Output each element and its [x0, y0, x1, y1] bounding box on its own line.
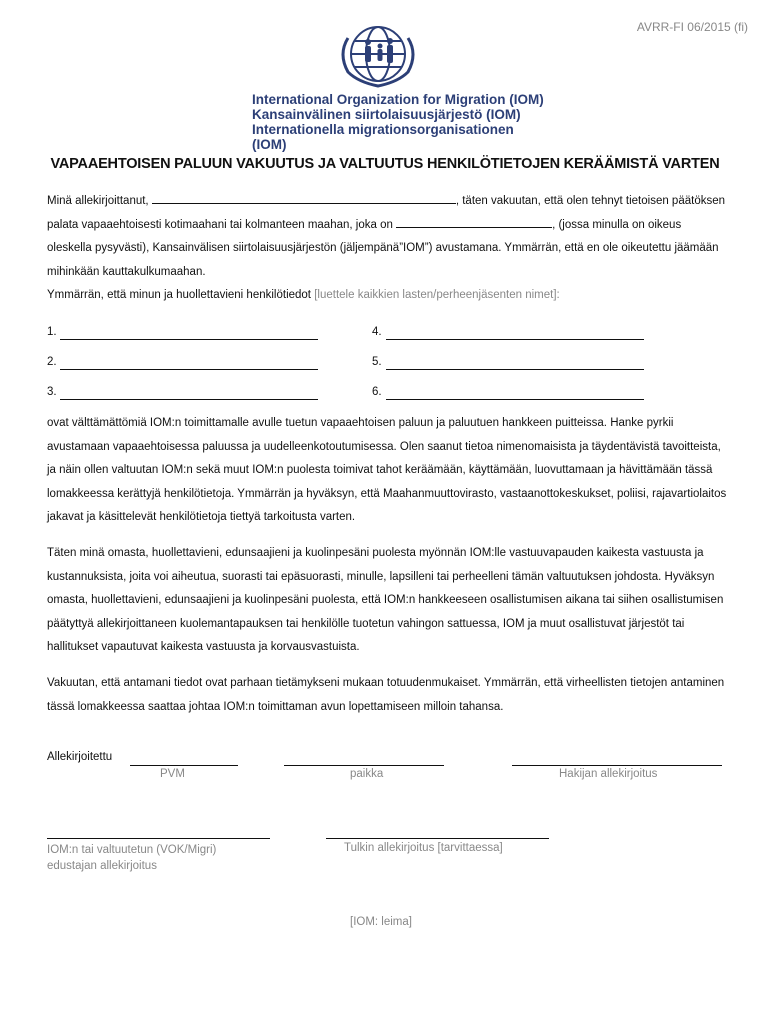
- applicant-signature-label: Hakijan allekirjoitus: [559, 768, 658, 780]
- list-number-5: 5.: [372, 356, 382, 368]
- dependent-field-1[interactable]: [60, 339, 318, 340]
- dependent-field-3[interactable]: [60, 399, 318, 400]
- org-name-fi: Kansainvälinen siirtolaisuusjärjestö (IOM): [252, 107, 521, 122]
- destination-country-field[interactable]: [396, 215, 552, 228]
- stamp-label: [IOM: leima]: [350, 916, 412, 928]
- place-label: paikka: [350, 768, 384, 780]
- intro-part1: Minä allekirjoittanut,: [47, 195, 149, 207]
- iom-rep-label-line2: edustajan allekirjoitus: [47, 860, 157, 872]
- interpreter-label: Tulkin allekirjoitus [tarvittaessa]: [344, 842, 503, 854]
- dependents-text: Ymmärrän, että minun ja huollettavieni henkilötiedot: [47, 289, 312, 301]
- declaration-paragraph: Vakuutan, että antamani tiedot ovat parhaan tietämykseni mukaan totuudenmukaiset. Ymmärrän, että virheellisten tietojen antaminen tässä lomakkeessa saattaa johtaa IOM:n toimittaman avun lopettamiseen milloin tahansa.: [47, 677, 725, 713]
- list-number-1: 1.: [47, 326, 57, 338]
- list-number-2: 2.: [47, 356, 57, 368]
- list-number-4: 4.: [372, 326, 382, 338]
- list-number-3: 3.: [47, 386, 57, 398]
- iom-rep-signature-field[interactable]: [47, 838, 270, 839]
- page-title: VAPAAEHTOISEN PALUUN VAKUUTUS JA VALTUUTUS HENKILÖTIETOJEN KERÄÄMISTÄ VARTEN: [50, 156, 720, 172]
- intro-part3: , (jossa minulla on oikeus oleskella pysyvästi), Kansainvälisen siirtolaisuusjärjestön (jäljempänä”IOM”) avustamana. Ymmärrän, että en ole oikeutettu jäämään mihinkään kauttakulkumaahan.: [47, 218, 719, 278]
- iom-logo-icon: [334, 20, 422, 92]
- interpreter-signature-field[interactable]: [326, 838, 549, 839]
- signed-label: Allekirjoitettu: [47, 751, 113, 763]
- dependent-field-6[interactable]: [386, 399, 644, 400]
- name-field[interactable]: [152, 191, 456, 204]
- dependents-hint: [luettele kaikkien lasten/perheenjäsenten nimet]:: [314, 289, 560, 301]
- place-field[interactable]: [284, 765, 444, 766]
- document-code: AVRR-FI 06/2015 (fi): [636, 20, 748, 34]
- dependent-field-4[interactable]: [386, 339, 644, 340]
- list-number-6: 6.: [372, 386, 382, 398]
- date-label: PVM: [160, 768, 185, 780]
- consent-paragraph: ovat välttämättömiä IOM:n toimittamalle avulle tuetun vapaaehtoisen paluun ja paluutuen hankkeen puitteissa. Hanke pyrkii avustamaan vapaaehtoisessa paluussa ja uudelleenkotoutumisessa. Olen saanut tietoa nimenomaisista ja täydentävistä tavoitteista, ja näin ollen valtuutan IOM:n sekä muut IOM:n puolesta toimivat tahot keräämään, käyttämään, luovuttamaan ja hävittämään tässä lomakkeessa kerättyjä henkilötietoja. Ymmärrän ja hyväksyn, että Maahanmuuttovirasto, vastaanottokeskukset, poliisi, rajavartiolaitos jakavat ja käsittelevät henkilötietoja tiettyä tarkoitusta varten.: [47, 417, 727, 523]
- dependent-field-5[interactable]: [386, 369, 644, 370]
- intro-paragraph: [47, 190, 727, 308]
- iom-rep-label: [47, 842, 216, 874]
- applicant-signature-field[interactable]: [512, 765, 722, 766]
- dependent-field-2[interactable]: [60, 369, 318, 370]
- org-name-en: International Organization for Migration (IOM): [252, 92, 544, 107]
- iom-rep-label-line1: IOM:n tai valtuutetun (VOK/Migri): [47, 844, 217, 856]
- date-field[interactable]: [130, 765, 238, 766]
- org-name-sv: Internationella migrationsorganisationen (IOM): [252, 122, 514, 152]
- intro-part2: , täten vakuutan, että olen tehnyt tietoisen päätöksen palata vapaaehtoisesti kotimaahani tai kolmanteen maahan, joka on: [47, 195, 726, 231]
- liability-paragraph: Täten minä omasta, huollettavieni, edunsaajieni ja kuolinpesäni puolesta myönnän IOM:lle vastuuvapauden kaikesta vastuusta ja kustannuksista, joita voi aiheutua, suorasti tai epäsuorasti, minulle, lapsilleni tai perheelleni tämän valtuutuksen johdosta. Hyväksyn omasta, huollettavieni, edunsaajieni ja kuolinpesäni puolesta, että IOM:n hankkeeseen osallistumisen aikana tai siihen osallistumisen päätyttyä allekirjoittaneen kuolemantapauksen tai henkilölle tuotetun vahingon sattuessa, IOM ja muut osallistuvat järjestöt tai hallitukset vapautuvat kaikesta vastuusta ja korvausvastuista.: [47, 547, 724, 653]
- organization-names: [252, 92, 552, 152]
